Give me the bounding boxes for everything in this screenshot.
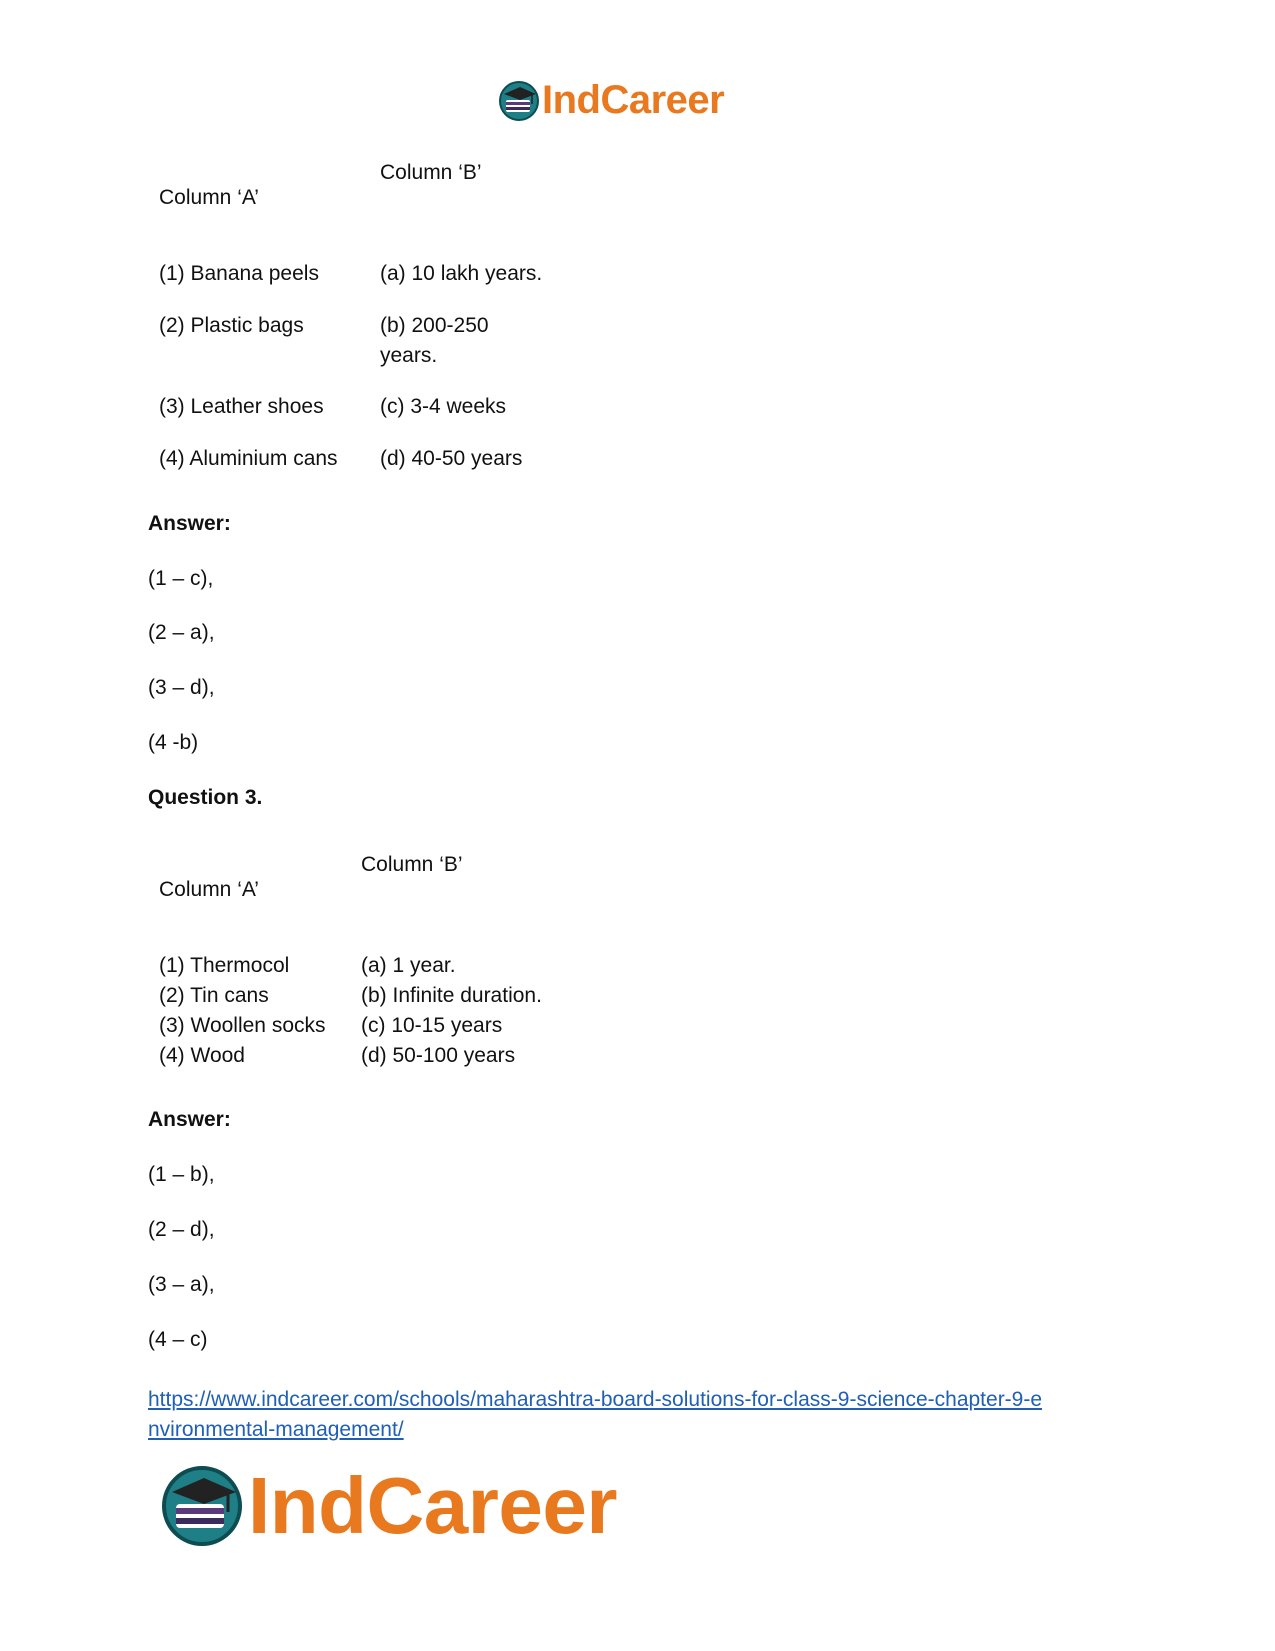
q3-row3-a: (3) Woollen socks	[159, 1014, 326, 1037]
q3-row2-a: (2) Tin cans	[159, 984, 269, 1007]
q3-row1-b: (a) 1 year.	[361, 954, 456, 977]
source-link-line2: nvironmental-management/	[148, 1418, 404, 1441]
q3-answer-1: (1 – b),	[148, 1163, 215, 1186]
q3-row4-b: (d) 50-100 years	[361, 1044, 516, 1067]
q2-col-a-header: Column ‘A’	[159, 186, 259, 209]
source-link[interactable]	[148, 1385, 1108, 1445]
q2-row2-a: (2) Plastic bags	[159, 314, 304, 337]
q2-row3-a: (3) Leather shoes	[159, 395, 324, 418]
q3-col-b-header: Column ‘B’	[361, 853, 463, 876]
graduation-book-icon	[160, 1464, 244, 1548]
q2-col-b-header: Column ‘B’	[380, 161, 482, 184]
header-logo	[498, 78, 724, 123]
q3-answer-4: (4 – c)	[148, 1328, 208, 1351]
q3-row3-b: (c) 10-15 years	[361, 1014, 503, 1037]
q2-answer-1: (1 – c),	[148, 567, 214, 590]
source-link-line1: https://www.indcareer.com/schools/maharashtra-board-solutions-for-class-9-science-chapter-9-e	[148, 1388, 1043, 1411]
q2-row4-b: (d) 40-50 years	[380, 447, 523, 470]
q3-row4-a: (4) Wood	[159, 1044, 245, 1067]
q2-row3-b: (c) 3-4 weeks	[380, 395, 507, 418]
q2-row2-b-line1: (b) 200-250	[380, 314, 489, 337]
q3-answer-3: (3 – a),	[148, 1273, 215, 1296]
q3-row2-b: (b) Infinite duration.	[361, 984, 542, 1007]
footer-logo	[160, 1460, 617, 1552]
q3-title: Question 3.	[148, 786, 263, 809]
q2-answer-4: (4 -b)	[148, 731, 199, 754]
q2-answer-2: (2 – a),	[148, 621, 215, 644]
q3-row1-a: (1) Thermocol	[159, 954, 290, 977]
q2-row2-b-line2: years.	[380, 344, 438, 367]
q2-answer-3: (3 – d),	[148, 676, 215, 699]
footer-logo-text: IndCareer	[248, 1461, 617, 1550]
q2-row1-b: (a) 10 lakh years.	[380, 262, 543, 285]
q2-row4-a: (4) Aluminium cans	[159, 447, 338, 470]
graduation-book-icon	[498, 80, 540, 122]
q3-answer-label: Answer:	[148, 1108, 231, 1131]
q3-answer-2: (2 – d),	[148, 1218, 215, 1241]
q2-row1-a: (1) Banana peels	[159, 262, 319, 285]
q2-answer-label: Answer:	[148, 512, 231, 535]
header-logo-text: IndCareer	[542, 78, 725, 122]
q3-col-a-header: Column ‘A’	[159, 878, 259, 901]
